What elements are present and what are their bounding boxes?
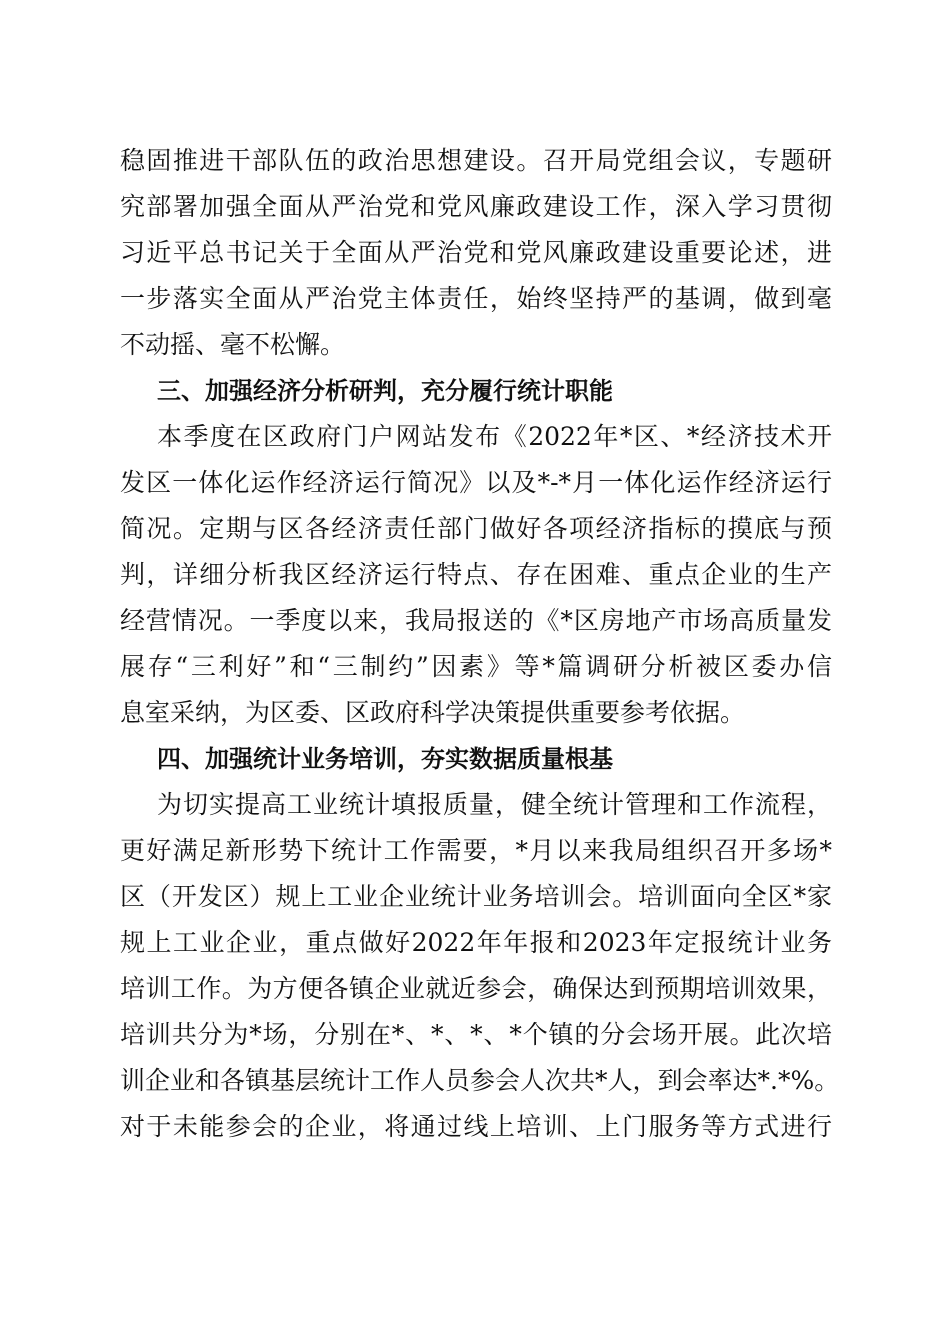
paragraph-line: 究部署加强全面从严治党和党风廉政建设工作，深入学习贯彻: [120, 192, 832, 221]
paragraph-line: 培训共分为*场，分别在*、*、*、*个镇的分会场开展。此次培: [120, 1020, 832, 1049]
paragraph-line: 简况。定期与区各经济责任部门做好各项经济指标的摸底与预: [120, 514, 832, 543]
paragraph-line: 展存“三利好”和“三制约”因素》等*篇调研分析被区委办信: [120, 652, 832, 681]
paragraph-line: 本季度在区政府门户网站发布《2022年*区、*经济技术开: [157, 422, 832, 451]
section-4-heading: 四、加强统计业务培训，夯实数据质量根基: [157, 745, 613, 773]
section-3-heading: 三、加强经济分析研判，充分履行统计职能: [157, 377, 613, 405]
paragraph-line: 判，详细分析我区经济运行特点、存在困难、重点企业的生产: [120, 560, 832, 589]
paragraph-line: 更好满足新形势下统计工作需要，*月以来我局组织召开多场*: [120, 836, 832, 865]
paragraph-line: 为切实提高工业统计填报质量，健全统计管理和工作流程，: [157, 790, 832, 819]
paragraph-line: 区（开发区）规上工业企业统计业务培训会。培训面向全区*家: [120, 882, 832, 911]
paragraph-line: 训企业和各镇基层统计工作人员参会人次共*人，到会率达*.*%。: [120, 1066, 840, 1095]
paragraph-line: 不动摇、毫不松懈。: [120, 330, 346, 359]
paragraph-line: 息室采纳，为区委、区政府科学决策提供重要参考依据。: [120, 698, 746, 727]
paragraph-line: 发区一体化运作经济运行简况》以及*-*月一体化运作经济运行: [120, 468, 832, 497]
paragraph-line: 规上工业企业，重点做好2022年年报和2023年定报统计业务: [120, 928, 832, 957]
paragraph-line: 经营情况。一季度以来，我局报送的《*区房地产市场高质量发: [120, 606, 832, 635]
paragraph-line: 培训工作。为方便各镇企业就近参会，确保达到预期培训效果，: [120, 974, 832, 1003]
paragraph-line: 稳固推进干部队伍的政治思想建设。召开局党组会议，专题研: [120, 146, 832, 175]
paragraph-line: 习近平总书记关于全面从严治党和党风廉政建设重要论述，进: [120, 238, 832, 267]
paragraph-line: 对于未能参会的企业，将通过线上培训、上门服务等方式进行: [120, 1112, 832, 1141]
paragraph-line: 一步落实全面从严治党主体责任，始终坚持严的基调，做到毫: [120, 284, 832, 313]
